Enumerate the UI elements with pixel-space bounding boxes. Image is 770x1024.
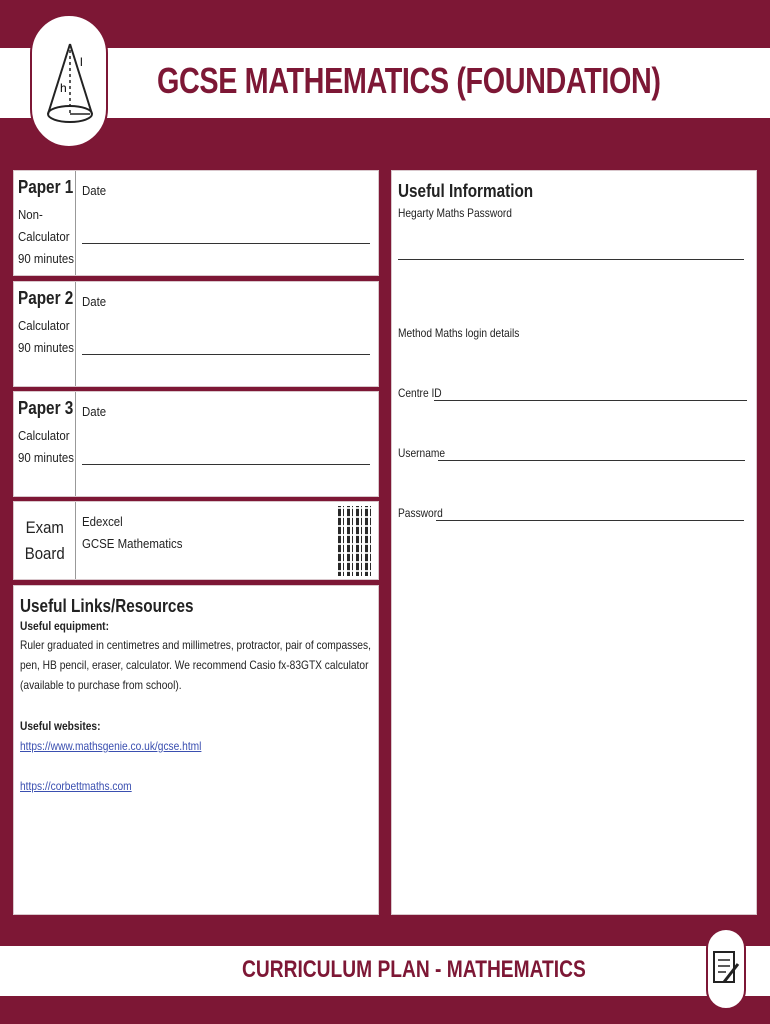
- centre-id-label: Centre ID: [398, 386, 442, 400]
- hegarty-password-field[interactable]: [398, 259, 744, 260]
- username-field[interactable]: [438, 460, 745, 461]
- paper-1-duration: 90 minutes: [18, 251, 74, 266]
- equipment-text: Ruler graduated in centimetres and millimetres, protractor, pair of compasses, pen, HB pencil, eraser, calculator. We recommend Casio fx-83GTX calculator (available to purchase from school).: [20, 638, 371, 692]
- paper-3-date-field[interactable]: [82, 464, 370, 465]
- paper-1-type-line2: Calculator: [18, 229, 70, 244]
- paper-1-name: Paper 1: [18, 177, 74, 197]
- cone-slant-label: l: [80, 55, 83, 69]
- paper-2-date-label: Date: [82, 294, 107, 309]
- exam-board-name: Edexcel: [82, 514, 123, 529]
- resources-card: [13, 585, 379, 915]
- exam-board-label-line1: Exam: [25, 517, 64, 537]
- password-field[interactable]: [436, 520, 744, 521]
- exam-course-name: GCSE Mathematics: [82, 536, 183, 551]
- paper-3-name: Paper 3: [18, 398, 74, 418]
- document-pencil-icon: [708, 930, 744, 1008]
- paper-1-card: [13, 170, 379, 276]
- footer-title: CURRICULUM PLAN - MATHEMATICS: [242, 956, 586, 983]
- corbettmaths-link[interactable]: https://corbettmaths.com: [20, 779, 132, 793]
- footer-badge: [706, 928, 746, 1010]
- cone-icon: [40, 36, 100, 136]
- paper-1-date-label: Date: [82, 183, 107, 198]
- info-card: [391, 170, 757, 915]
- username-label: Username: [398, 446, 446, 460]
- equipment-heading: Useful equipment:: [20, 619, 109, 633]
- mathsgenie-link[interactable]: https://www.mathsgenie.co.uk/gcse.html: [20, 739, 202, 753]
- page-title: GCSE MATHEMATICS (FOUNDATION): [157, 60, 661, 101]
- paper-3-card: [13, 391, 379, 497]
- resources-title: Useful Links/Resources: [20, 596, 194, 616]
- password-label: Password: [398, 506, 443, 520]
- qr-code-overlay: [338, 506, 374, 576]
- paper-1-date-field[interactable]: [82, 243, 370, 244]
- paper-1-info: [14, 171, 76, 275]
- info-title: Useful Information: [398, 181, 534, 201]
- paper-2-date-field[interactable]: [82, 354, 370, 355]
- paper-2-duration: 90 minutes: [18, 340, 74, 355]
- centre-id-field[interactable]: [434, 400, 747, 401]
- paper-2-name: Paper 2: [18, 288, 74, 308]
- paper-2-info: [14, 282, 76, 386]
- paper-3-info: [14, 392, 76, 496]
- paper-3-date-label: Date: [82, 404, 107, 419]
- method-maths-label: Method Maths login details: [398, 326, 520, 340]
- exam-board-label: [14, 502, 76, 579]
- paper-2-card: [13, 281, 379, 387]
- paper-3-duration: 90 minutes: [18, 450, 74, 465]
- websites-heading: Useful websites:: [20, 719, 101, 733]
- paper-2-type: Calculator: [18, 318, 70, 333]
- paper-1-type-line1: Non-: [18, 207, 43, 222]
- exam-board-label-line2: Board: [24, 543, 65, 563]
- hegarty-label: Hegarty Maths Password: [398, 206, 512, 220]
- cone-height-label: h: [60, 81, 67, 95]
- exam-board-card: [13, 501, 379, 580]
- paper-3-type: Calculator: [18, 428, 70, 443]
- logo: [30, 14, 108, 148]
